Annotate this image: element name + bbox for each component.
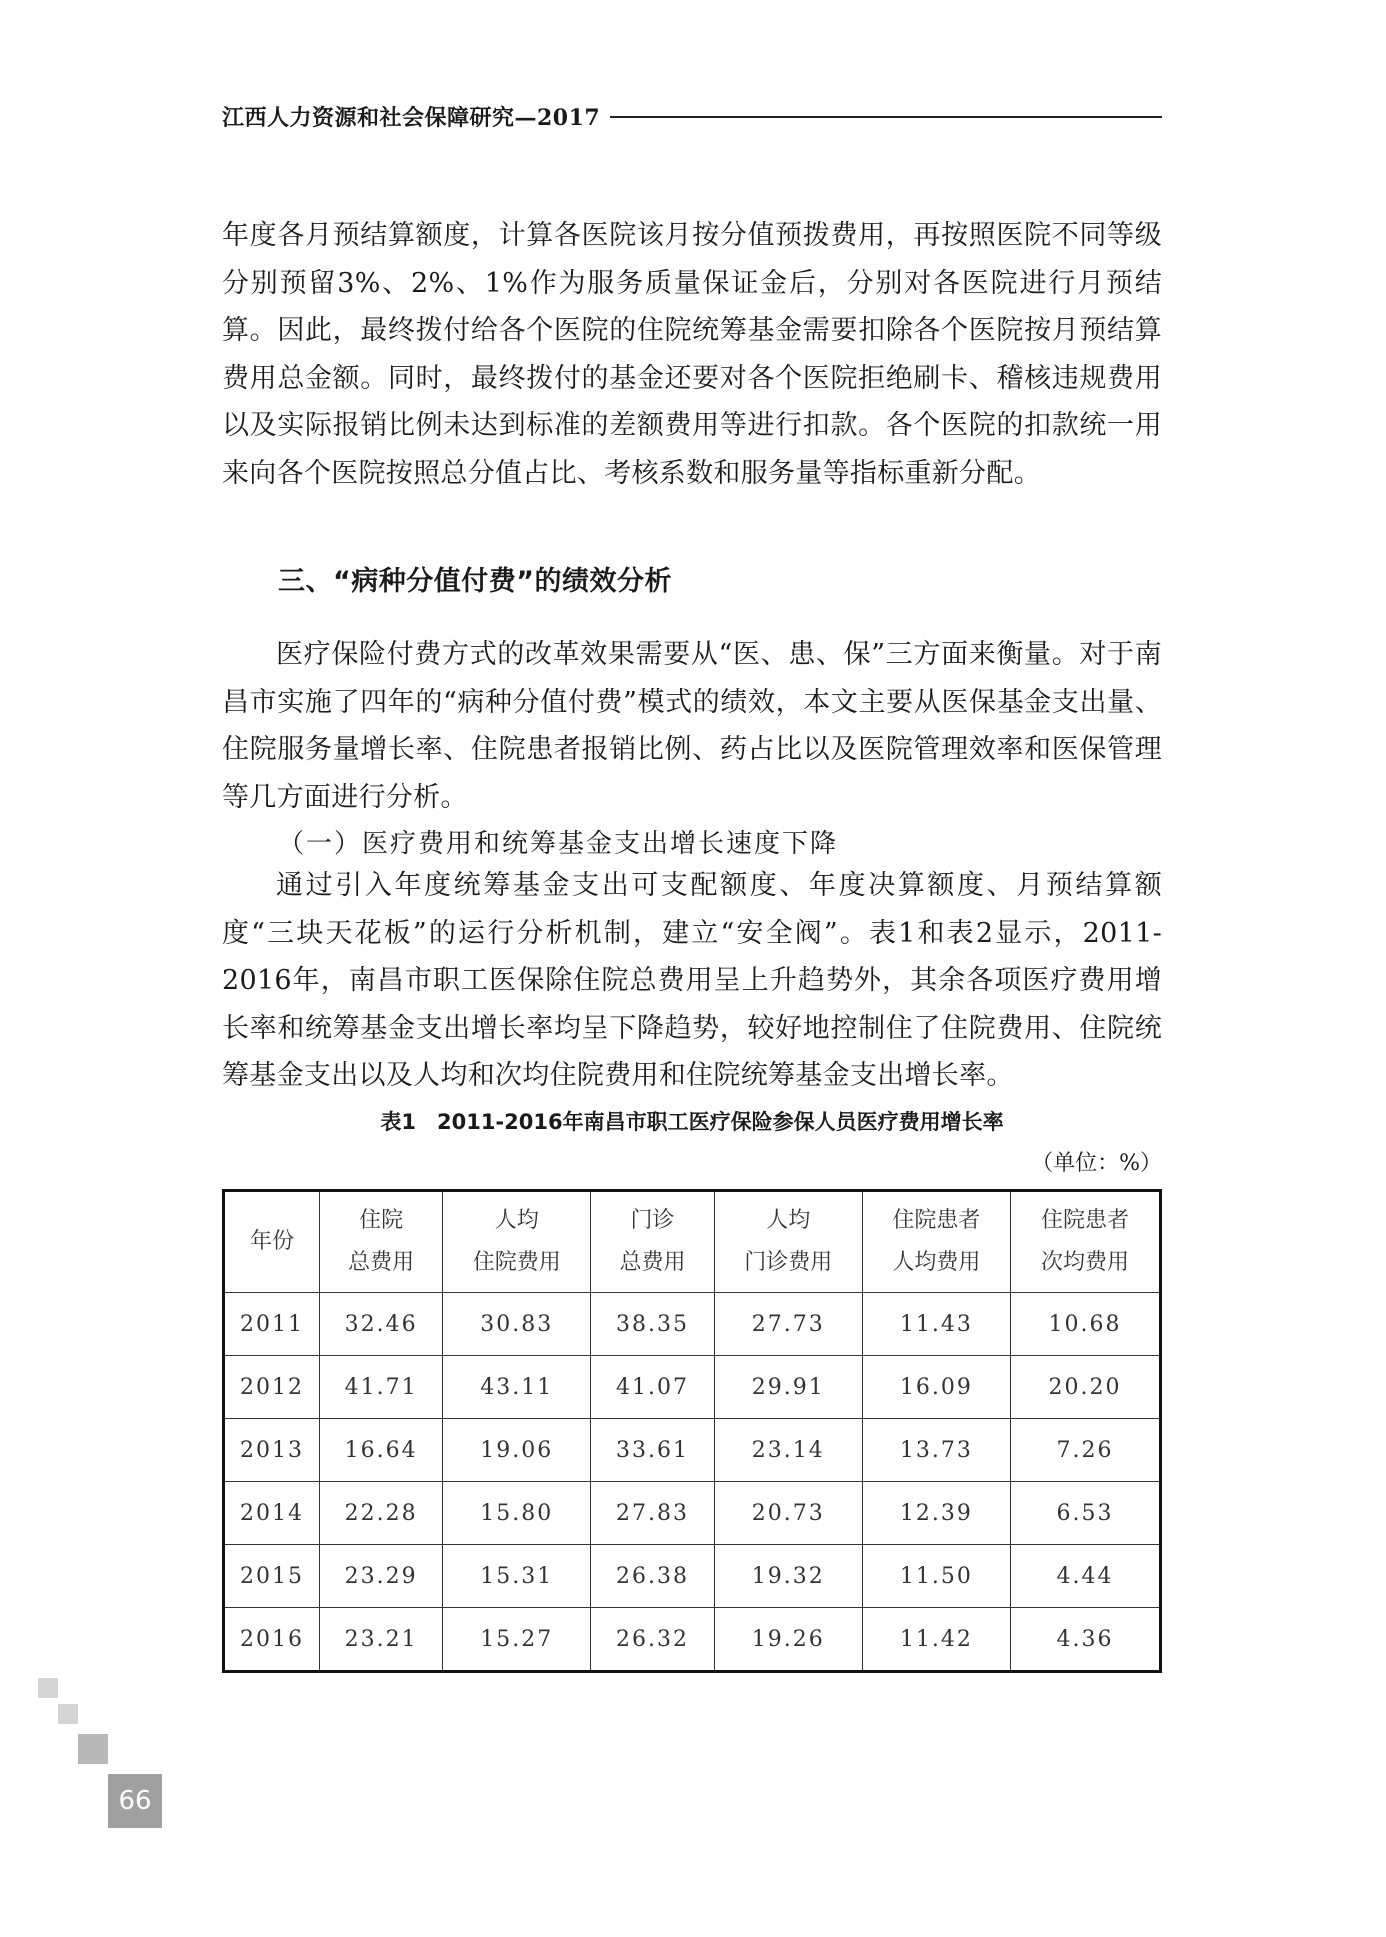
table-cell: 29.91 [714, 1356, 862, 1419]
paragraph-2: 医疗保险付费方式的改革效果需要从“医、患、保”三方面来衡量。对于南昌市实施了四年的“病种分值付费”模式的绩效，本文主要从医保基金支出量、住院服务量增长率、住院患者报销比例、药占比以及医院管理效率和医保管理等几方面进行分析。 [222, 639, 1162, 813]
table-cell: 13.73 [862, 1419, 1010, 1482]
header-inpatient-total [320, 1191, 443, 1293]
header-line: 总费用 [348, 1250, 415, 1275]
cell-year: 2016 [224, 1608, 320, 1672]
table-cell: 23.14 [714, 1419, 862, 1482]
table-cell: 33.61 [591, 1419, 714, 1482]
table-cell: 43.11 [443, 1356, 591, 1419]
table-cell: 11.43 [862, 1293, 1010, 1356]
table-cell: 26.38 [591, 1545, 714, 1608]
table-cell: 12.39 [862, 1482, 1010, 1545]
table-header-row [224, 1191, 1161, 1293]
table-cell: 27.73 [714, 1293, 862, 1356]
table-cell: 32.46 [320, 1293, 443, 1356]
table-row [224, 1545, 1161, 1608]
table-cell: 19.06 [443, 1419, 591, 1482]
table-cell: 30.83 [443, 1293, 591, 1356]
table-cell: 4.44 [1011, 1545, 1161, 1608]
table-cell: 20.73 [714, 1482, 862, 1545]
header-line: 住院费用 [472, 1250, 561, 1275]
header-line: 住院 [359, 1208, 404, 1233]
table-cell: 15.80 [443, 1482, 591, 1545]
cell-year: 2011 [224, 1293, 320, 1356]
header-patient-per-visit [1011, 1191, 1161, 1293]
table-row [224, 1482, 1161, 1545]
header-line: 门诊 [630, 1208, 675, 1233]
header-line: 门诊费用 [744, 1250, 833, 1275]
header-line: 人均 [494, 1208, 539, 1233]
decorative-square [38, 1678, 58, 1698]
table-cell: 16.64 [320, 1419, 443, 1482]
table-cell: 4.36 [1011, 1608, 1161, 1672]
table-cell: 23.29 [320, 1545, 443, 1608]
header-rule [610, 116, 1162, 118]
decorative-square [58, 1704, 78, 1724]
table-cell: 10.68 [1011, 1293, 1161, 1356]
header-outpatient-total [591, 1191, 714, 1293]
header-line: 人均费用 [892, 1250, 981, 1275]
cell-year: 2015 [224, 1545, 320, 1608]
table-cell: 41.07 [591, 1356, 714, 1419]
table-row [224, 1419, 1161, 1482]
header-line: 次均费用 [1041, 1250, 1130, 1275]
header-title: 江西人力资源和社会保障研究—2017 [222, 104, 601, 131]
paragraph-1: 年度各月预结算额度，计算各医院该月按分值预拨费用，再按照医院不同等级分别预留3%、2%、1%作为服务质量保证金后，分别对各医院进行月预结算。因此，最终拨付给各个医院的住院统筹基金需要扣除各个医院按月预结算费用总金额。同时，最终拨付的基金还要对各个医院拒绝刷卡、稽核违规费用以及实际报销比例未达到标准的差额费用等进行扣款。各个医院的扣款统一用来向各个医院按照总分值占比、考核系数和服务量等指标重新分配。 [222, 220, 1162, 489]
table-row [224, 1356, 1161, 1419]
header-outpatient-per-capita [714, 1191, 862, 1293]
section-heading: 三、“病种分值付费”的绩效分析 [278, 566, 672, 597]
header-line: 住院患者 [892, 1208, 981, 1233]
table-cell: 15.31 [443, 1545, 591, 1608]
header-year: 年份 [224, 1191, 320, 1293]
cost-growth-table [222, 1189, 1162, 1673]
sub-heading: （一）医疗费用和统筹基金支出增长速度下降 [278, 829, 839, 859]
header-line: 总费用 [619, 1250, 686, 1275]
table-cell: 38.35 [591, 1293, 714, 1356]
paragraph-3: 通过引入年度统筹基金支出可支配额度、年度决算额度、月预结算额度“三块天花板”的运行分析机制，建立“安全阀”。表1和表2显示，2011-2016年，南昌市职工医保除住院总费用呈上升趋势外，其余各项医疗费用增长率和统筹基金支出增长率均呈下降趋势，较好地控制住了住院费用、住院统筹基金支出以及人均和次均住院费用和住院统筹基金支出增长率。 [222, 870, 1162, 1091]
table-cell: 11.42 [862, 1608, 1010, 1672]
table-caption: 表1 2011-2016年南昌市职工医疗保险参保人员医疗费用增长率 [380, 1110, 1004, 1134]
header-patient-per-capita [862, 1191, 1010, 1293]
header-line: 人均 [766, 1208, 811, 1233]
running-header [222, 96, 1162, 136]
header-inpatient-per-capita [443, 1191, 591, 1293]
table-cell: 22.28 [320, 1482, 443, 1545]
table-cell: 26.32 [591, 1608, 714, 1672]
table-cell: 19.32 [714, 1545, 862, 1608]
decorative-square [78, 1734, 108, 1764]
table-cell: 6.53 [1011, 1482, 1161, 1545]
cell-year: 2013 [224, 1419, 320, 1482]
table-cell: 20.20 [1011, 1356, 1161, 1419]
table-cell: 19.26 [714, 1608, 862, 1672]
table-cell: 23.21 [320, 1608, 443, 1672]
table-cell: 11.50 [862, 1545, 1010, 1608]
table-cell: 27.83 [591, 1482, 714, 1545]
table-unit: （单位：%） [1031, 1151, 1162, 1176]
table-cell: 16.09 [862, 1356, 1010, 1419]
table-row [224, 1293, 1161, 1356]
table-row [224, 1608, 1161, 1672]
table-cell: 7.26 [1011, 1419, 1161, 1482]
cell-year: 2012 [224, 1356, 320, 1419]
page-number: 66 [108, 1774, 162, 1828]
cell-year: 2014 [224, 1482, 320, 1545]
table-cell: 15.27 [443, 1608, 591, 1672]
table-cell: 41.71 [320, 1356, 443, 1419]
header-line: 住院患者 [1041, 1208, 1130, 1233]
